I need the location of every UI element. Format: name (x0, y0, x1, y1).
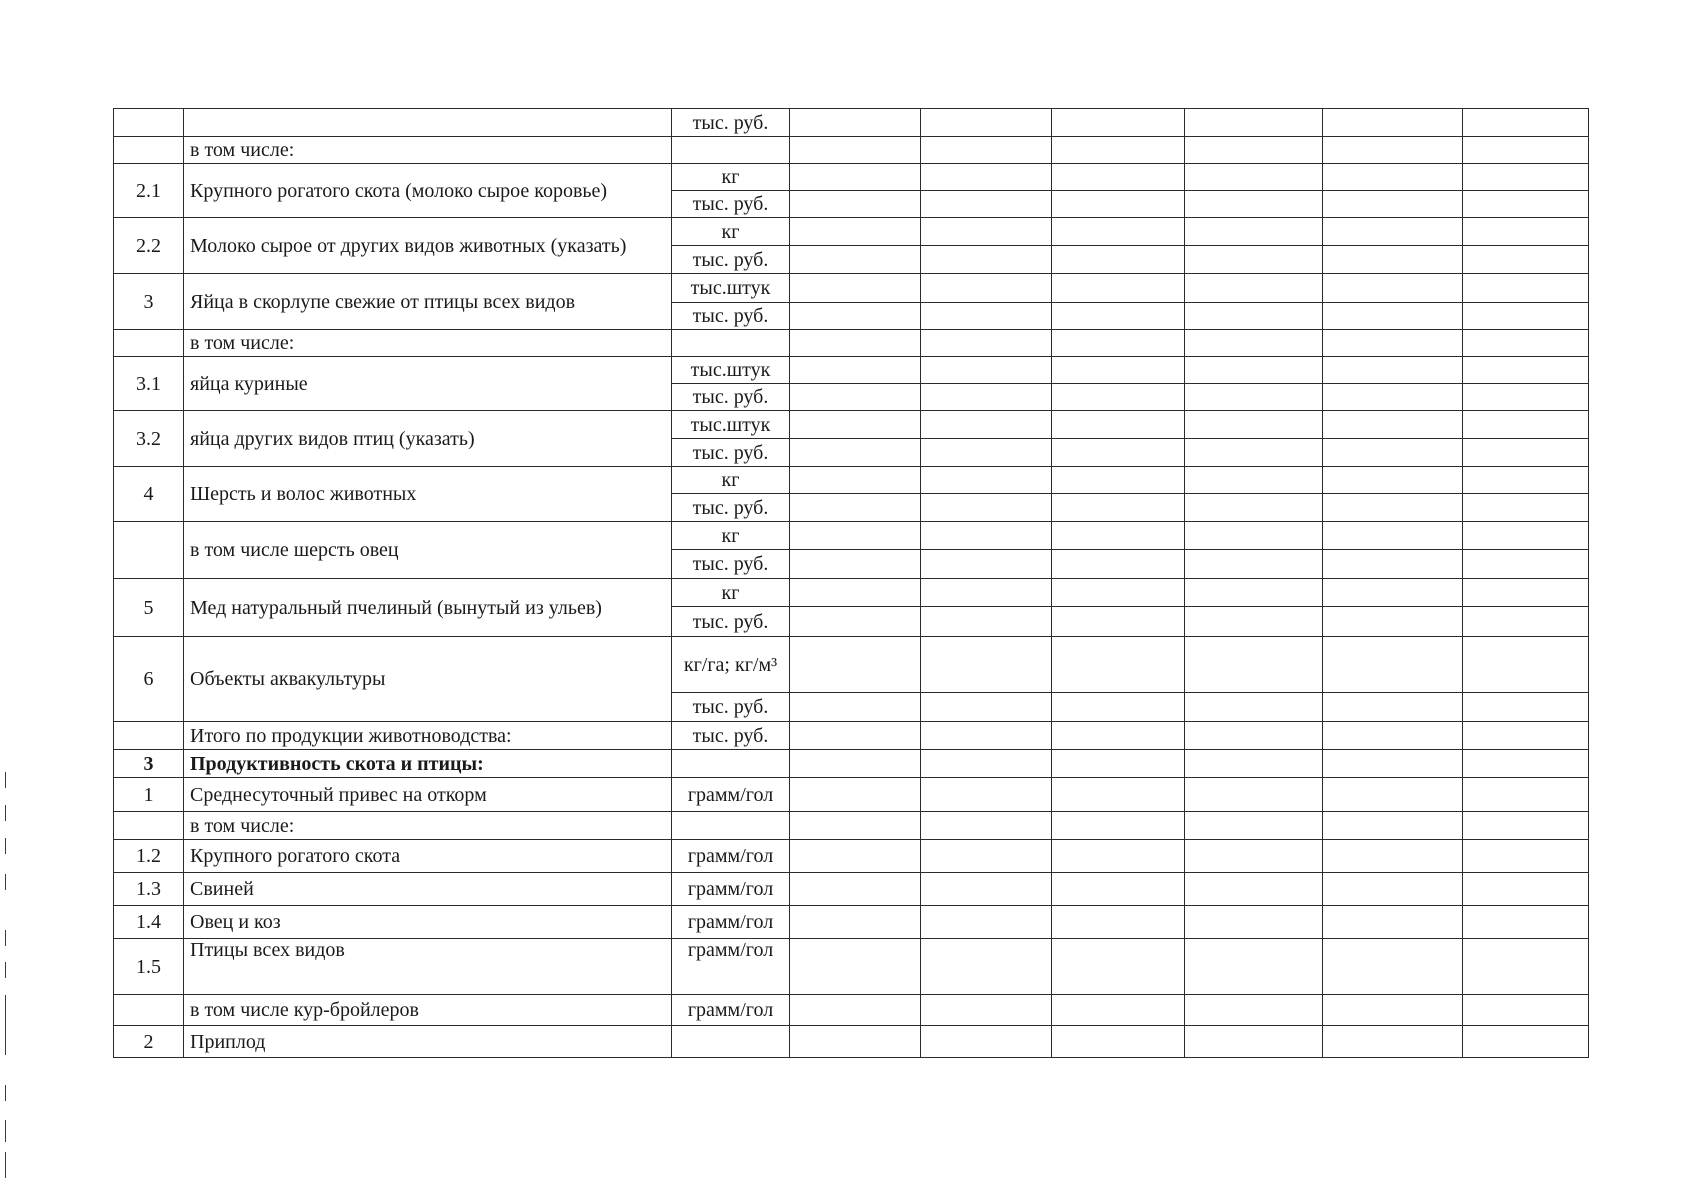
value-cell[interactable] (921, 579, 1052, 607)
row-number: 3.1 (114, 357, 184, 411)
value-cell[interactable] (790, 274, 921, 303)
unit-cell: тыс. руб. (672, 693, 790, 722)
value-cell[interactable] (1185, 246, 1323, 274)
unit-cell (672, 812, 790, 840)
value-cell[interactable] (921, 939, 1052, 995)
value-cell[interactable] (1185, 906, 1323, 939)
value-cell[interactable] (1185, 995, 1323, 1026)
value-cell[interactable] (1463, 995, 1589, 1026)
value-cell[interactable] (1463, 873, 1589, 906)
table-row (114, 637, 1589, 693)
value-cell[interactable] (1052, 693, 1185, 722)
value-cell[interactable] (1052, 778, 1185, 812)
value-cell[interactable] (1185, 494, 1323, 522)
value-cell[interactable] (1052, 840, 1185, 873)
value-cell[interactable] (1052, 750, 1185, 778)
row-number (114, 330, 184, 357)
table-row (114, 218, 1589, 246)
value-cell[interactable] (1185, 637, 1323, 693)
value-cell[interactable] (1463, 778, 1589, 812)
unit-cell (672, 750, 790, 778)
value-cell[interactable] (1185, 357, 1323, 384)
value-cell[interactable] (1463, 384, 1589, 411)
unit-cell: грамм/гол (672, 995, 790, 1026)
data-table (113, 108, 1589, 1058)
scan-mark (5, 962, 6, 978)
value-cell[interactable] (1052, 109, 1185, 137)
table-row (114, 778, 1589, 812)
value-cell[interactable] (921, 384, 1052, 411)
value-cell[interactable] (1185, 550, 1323, 579)
value-cell[interactable] (790, 137, 921, 164)
value-cell[interactable] (1323, 607, 1463, 637)
value-cell[interactable] (1463, 357, 1589, 384)
unit-cell: кг (672, 218, 790, 246)
value-cell[interactable] (1463, 330, 1589, 357)
scan-mark (5, 838, 6, 854)
unit-cell: тыс. руб. (672, 109, 790, 137)
value-cell[interactable] (1323, 439, 1463, 467)
unit-cell: кг/га; кг/м³ (672, 637, 790, 693)
table-row (114, 906, 1589, 939)
unit-cell: грамм/гол (672, 840, 790, 873)
value-cell[interactable] (1052, 873, 1185, 906)
unit-cell (672, 330, 790, 357)
value-cell[interactable] (1463, 137, 1589, 164)
value-cell[interactable] (790, 467, 921, 494)
value-cell[interactable] (1185, 439, 1323, 467)
row-number: 3 (114, 274, 184, 330)
value-cell[interactable] (1463, 467, 1589, 494)
value-cell[interactable] (790, 693, 921, 722)
value-cell[interactable] (1052, 1026, 1185, 1058)
value-cell[interactable] (1185, 274, 1323, 303)
unit-cell: тыс. руб. (672, 303, 790, 330)
unit-cell (672, 137, 790, 164)
value-cell[interactable] (1185, 750, 1323, 778)
unit-cell: грамм/гол (672, 939, 790, 995)
row-name: Овец и коз (184, 906, 672, 939)
value-cell[interactable] (1323, 906, 1463, 939)
row-name: Яйца в скорлупе свежие от птицы всех видов (184, 274, 672, 330)
value-cell[interactable] (921, 303, 1052, 330)
row-number: 5 (114, 579, 184, 637)
value-cell[interactable] (1185, 164, 1323, 191)
unit-cell: тыс. руб. (672, 384, 790, 411)
row-name: Мед натуральный пчелиный (вынутый из ульев) (184, 579, 672, 637)
row-number: 1 (114, 778, 184, 812)
row-number: 1.3 (114, 873, 184, 906)
row-number (114, 812, 184, 840)
value-cell[interactable] (1052, 411, 1185, 439)
value-cell[interactable] (1463, 579, 1589, 607)
value-cell[interactable] (1463, 274, 1589, 303)
value-cell[interactable] (1052, 357, 1185, 384)
value-cell[interactable] (1185, 137, 1323, 164)
value-cell[interactable] (1323, 1026, 1463, 1058)
value-cell[interactable] (790, 995, 921, 1026)
value-cell[interactable] (1323, 750, 1463, 778)
value-cell[interactable] (1323, 722, 1463, 750)
value-cell[interactable] (1463, 939, 1589, 995)
value-cell[interactable] (1052, 439, 1185, 467)
row-name: Молоко сырое от других видов животных (указать) (184, 218, 672, 274)
value-cell[interactable] (1052, 722, 1185, 750)
value-cell[interactable] (1185, 873, 1323, 906)
value-cell[interactable] (921, 411, 1052, 439)
value-cell[interactable] (790, 637, 921, 693)
value-cell[interactable] (921, 1026, 1052, 1058)
value-cell[interactable] (921, 494, 1052, 522)
value-cell[interactable] (921, 218, 1052, 246)
row-number (114, 995, 184, 1026)
value-cell[interactable] (1463, 550, 1589, 579)
table-row (114, 722, 1589, 750)
value-cell[interactable] (921, 550, 1052, 579)
value-cell[interactable] (1323, 467, 1463, 494)
value-cell[interactable] (1323, 778, 1463, 812)
table-row (114, 840, 1589, 873)
value-cell[interactable] (1463, 522, 1589, 550)
value-cell[interactable] (921, 467, 1052, 494)
value-cell[interactable] (1323, 357, 1463, 384)
table-row (114, 411, 1589, 439)
value-cell[interactable] (1463, 637, 1589, 693)
value-cell[interactable] (1463, 303, 1589, 330)
value-cell[interactable] (1463, 1026, 1589, 1058)
scan-mark (5, 772, 6, 788)
value-cell[interactable] (1052, 330, 1185, 357)
row-name: яйца куриные (184, 357, 672, 411)
value-cell[interactable] (1185, 778, 1323, 812)
unit-cell: кг (672, 164, 790, 191)
value-cell[interactable] (1052, 550, 1185, 579)
value-cell[interactable] (790, 303, 921, 330)
value-cell[interactable] (1323, 494, 1463, 522)
value-cell[interactable] (1463, 693, 1589, 722)
value-cell[interactable] (1323, 191, 1463, 218)
unit-cell: тыс.штук (672, 357, 790, 384)
value-cell[interactable] (1323, 693, 1463, 722)
value-cell[interactable] (921, 722, 1052, 750)
row-name: Птицы всех видов (184, 939, 672, 995)
value-cell[interactable] (1323, 330, 1463, 357)
row-name: Свиней (184, 873, 672, 906)
value-cell[interactable] (1185, 722, 1323, 750)
value-cell[interactable] (790, 722, 921, 750)
value-cell[interactable] (921, 274, 1052, 303)
value-cell[interactable] (790, 439, 921, 467)
value-cell[interactable] (790, 384, 921, 411)
value-cell[interactable] (1185, 693, 1323, 722)
row-number (114, 137, 184, 164)
unit-cell: тыс. руб. (672, 246, 790, 274)
value-cell[interactable] (1463, 812, 1589, 840)
value-cell[interactable] (1463, 109, 1589, 137)
value-cell[interactable] (921, 357, 1052, 384)
table-row (114, 274, 1589, 303)
value-cell[interactable] (1323, 812, 1463, 840)
unit-cell: грамм/гол (672, 778, 790, 812)
value-cell[interactable] (1185, 467, 1323, 494)
value-cell[interactable] (790, 1026, 921, 1058)
value-cell[interactable] (1185, 191, 1323, 218)
value-cell[interactable] (1323, 550, 1463, 579)
value-cell[interactable] (790, 750, 921, 778)
value-cell[interactable] (1463, 494, 1589, 522)
scan-mark (5, 1152, 6, 1178)
value-cell[interactable] (1323, 939, 1463, 995)
unit-cell: тыс.штук (672, 274, 790, 303)
value-cell[interactable] (1463, 439, 1589, 467)
table-row (114, 1026, 1589, 1058)
value-cell[interactable] (790, 778, 921, 812)
row-name: в том числе: (184, 137, 672, 164)
value-cell[interactable] (1323, 274, 1463, 303)
value-cell[interactable] (1052, 218, 1185, 246)
table-row (114, 939, 1589, 995)
value-cell[interactable] (1052, 384, 1185, 411)
value-cell[interactable] (1323, 579, 1463, 607)
value-cell[interactable] (1052, 522, 1185, 550)
unit-cell: тыс. руб. (672, 607, 790, 637)
row-number (114, 522, 184, 579)
value-cell[interactable] (790, 939, 921, 995)
row-name: Продуктивность скота и птицы: (184, 750, 672, 778)
value-cell[interactable] (790, 246, 921, 274)
row-number: 2 (114, 1026, 184, 1058)
row-number (114, 109, 184, 137)
unit-cell: кг (672, 579, 790, 607)
row-name: в том числе: (184, 330, 672, 357)
value-cell[interactable] (1463, 840, 1589, 873)
value-cell[interactable] (790, 812, 921, 840)
value-cell[interactable] (921, 840, 1052, 873)
value-cell[interactable] (1463, 164, 1589, 191)
value-cell[interactable] (1185, 1026, 1323, 1058)
scan-mark (5, 1120, 6, 1142)
value-cell[interactable] (1052, 494, 1185, 522)
value-cell[interactable] (1185, 579, 1323, 607)
row-name: Крупного рогатого скота (молоко сырое коровье) (184, 164, 672, 218)
value-cell[interactable] (921, 750, 1052, 778)
value-cell[interactable] (790, 607, 921, 637)
value-cell[interactable] (1323, 164, 1463, 191)
value-cell[interactable] (790, 411, 921, 439)
value-cell[interactable] (790, 550, 921, 579)
value-cell[interactable] (1185, 218, 1323, 246)
row-number: 1.4 (114, 906, 184, 939)
value-cell[interactable] (1463, 411, 1589, 439)
value-cell[interactable] (1323, 840, 1463, 873)
table-row (114, 750, 1589, 778)
value-cell[interactable] (1052, 607, 1185, 637)
value-cell[interactable] (1323, 637, 1463, 693)
value-cell[interactable] (1323, 522, 1463, 550)
value-cell[interactable] (1463, 750, 1589, 778)
value-cell[interactable] (1323, 995, 1463, 1026)
scan-mark (5, 805, 6, 821)
value-cell[interactable] (921, 137, 1052, 164)
value-cell[interactable] (790, 164, 921, 191)
unit-cell: тыс. руб. (672, 494, 790, 522)
row-number: 2.2 (114, 218, 184, 274)
value-cell[interactable] (1052, 274, 1185, 303)
value-cell[interactable] (1463, 246, 1589, 274)
table-row (114, 357, 1589, 384)
value-cell[interactable] (1052, 303, 1185, 330)
value-cell[interactable] (1323, 873, 1463, 906)
value-cell[interactable] (1052, 164, 1185, 191)
row-name: Крупного рогатого скота (184, 840, 672, 873)
table-row (114, 812, 1589, 840)
value-cell[interactable] (921, 522, 1052, 550)
unit-cell: тыс. руб. (672, 550, 790, 579)
value-cell[interactable] (1052, 939, 1185, 995)
row-name: Приплод (184, 1026, 672, 1058)
value-cell[interactable] (1052, 637, 1185, 693)
row-name (184, 109, 672, 137)
value-cell[interactable] (790, 579, 921, 607)
value-cell[interactable] (1323, 246, 1463, 274)
table-row (114, 164, 1589, 191)
value-cell[interactable] (790, 522, 921, 550)
value-cell[interactable] (1323, 218, 1463, 246)
value-cell[interactable] (1463, 218, 1589, 246)
table-row (114, 522, 1589, 550)
value-cell[interactable] (921, 164, 1052, 191)
unit-cell: кг (672, 522, 790, 550)
value-cell[interactable] (1323, 411, 1463, 439)
unit-cell: тыс.штук (672, 411, 790, 439)
row-name: яйца других видов птиц (указать) (184, 411, 672, 467)
unit-cell: тыс. руб. (672, 439, 790, 467)
value-cell[interactable] (921, 637, 1052, 693)
value-cell[interactable] (1052, 579, 1185, 607)
value-cell[interactable] (1185, 303, 1323, 330)
value-cell[interactable] (1052, 191, 1185, 218)
row-name: в том числе: (184, 812, 672, 840)
row-name: в том числе кур-бройлеров (184, 995, 672, 1026)
value-cell[interactable] (1323, 137, 1463, 164)
value-cell[interactable] (1463, 191, 1589, 218)
value-cell[interactable] (921, 607, 1052, 637)
value-cell[interactable] (1185, 607, 1323, 637)
table-row (114, 579, 1589, 607)
row-number: 1.5 (114, 939, 184, 995)
value-cell[interactable] (921, 873, 1052, 906)
value-cell[interactable] (1185, 330, 1323, 357)
value-cell[interactable] (1052, 246, 1185, 274)
value-cell[interactable] (921, 995, 1052, 1026)
row-number: 1.2 (114, 840, 184, 873)
row-number: 6 (114, 637, 184, 722)
value-cell[interactable] (790, 191, 921, 218)
table-row (114, 873, 1589, 906)
value-cell[interactable] (921, 778, 1052, 812)
value-cell[interactable] (1323, 303, 1463, 330)
value-cell[interactable] (1323, 109, 1463, 137)
value-cell[interactable] (1463, 906, 1589, 939)
value-cell[interactable] (921, 330, 1052, 357)
scan-mark (5, 1085, 6, 1101)
unit-cell (672, 1026, 790, 1058)
value-cell[interactable] (1052, 137, 1185, 164)
value-cell[interactable] (1185, 840, 1323, 873)
unit-cell: грамм/гол (672, 873, 790, 906)
value-cell[interactable] (1052, 995, 1185, 1026)
unit-cell: тыс. руб. (672, 191, 790, 218)
value-cell[interactable] (790, 357, 921, 384)
value-cell[interactable] (790, 218, 921, 246)
value-cell[interactable] (1185, 109, 1323, 137)
value-cell[interactable] (1052, 467, 1185, 494)
table-row (114, 330, 1589, 357)
value-cell[interactable] (1185, 411, 1323, 439)
table-row (114, 995, 1589, 1026)
scan-mark (5, 930, 6, 946)
value-cell[interactable] (790, 330, 921, 357)
row-name: Итого по продукции животноводства: (184, 722, 672, 750)
table-row (114, 109, 1589, 137)
row-number (114, 722, 184, 750)
value-cell[interactable] (1185, 939, 1323, 995)
row-number: 4 (114, 467, 184, 522)
scan-mark (5, 995, 6, 1055)
unit-cell: кг (672, 467, 790, 494)
value-cell[interactable] (1052, 906, 1185, 939)
value-cell[interactable] (790, 873, 921, 906)
row-name: Объекты аквакультуры (184, 637, 672, 722)
table-row (114, 467, 1589, 494)
value-cell[interactable] (790, 494, 921, 522)
value-cell[interactable] (1463, 607, 1589, 637)
row-name: в том числе шерсть овец (184, 522, 672, 579)
value-cell[interactable] (921, 246, 1052, 274)
value-cell[interactable] (921, 191, 1052, 218)
value-cell[interactable] (790, 840, 921, 873)
value-cell[interactable] (921, 812, 1052, 840)
value-cell[interactable] (1463, 722, 1589, 750)
row-number: 3.2 (114, 411, 184, 467)
row-name: Среднесуточный привес на откорм (184, 778, 672, 812)
row-number: 2.1 (114, 164, 184, 218)
value-cell[interactable] (1185, 522, 1323, 550)
value-cell[interactable] (1323, 384, 1463, 411)
unit-cell: грамм/гол (672, 906, 790, 939)
value-cell[interactable] (921, 906, 1052, 939)
value-cell[interactable] (921, 693, 1052, 722)
value-cell[interactable] (921, 439, 1052, 467)
value-cell[interactable] (1052, 812, 1185, 840)
unit-cell: тыс. руб. (672, 722, 790, 750)
value-cell[interactable] (921, 109, 1052, 137)
scan-mark (5, 874, 6, 890)
row-number: 3 (114, 750, 184, 778)
row-name: Шерсть и волос животных (184, 467, 672, 522)
value-cell[interactable] (1185, 384, 1323, 411)
value-cell[interactable] (790, 906, 921, 939)
table-row (114, 137, 1589, 164)
value-cell[interactable] (790, 109, 921, 137)
value-cell[interactable] (1185, 812, 1323, 840)
